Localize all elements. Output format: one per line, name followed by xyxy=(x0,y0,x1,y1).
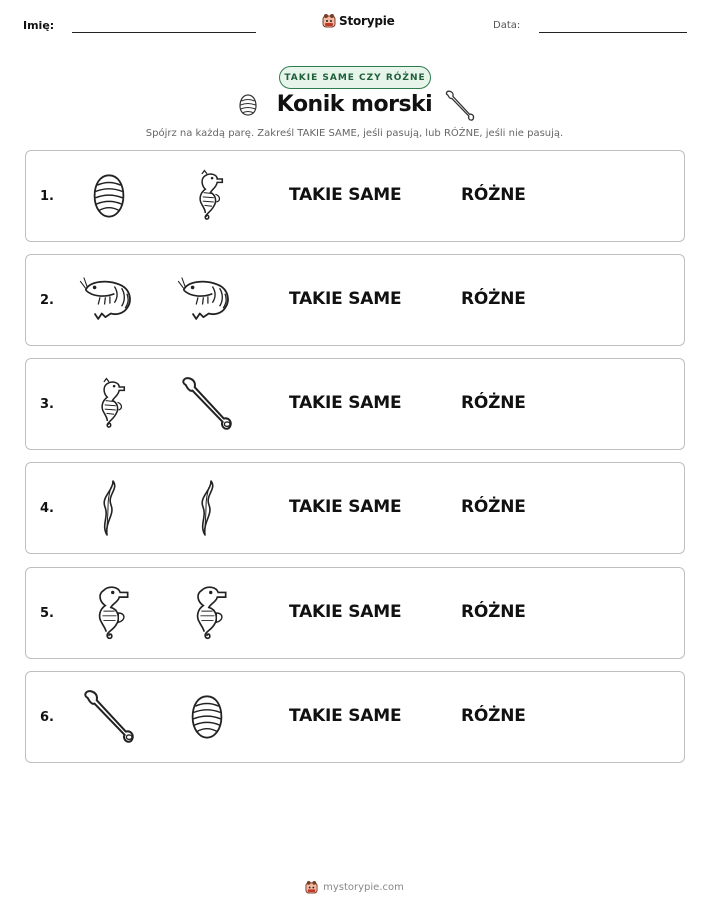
storypie-logo-icon xyxy=(305,880,318,895)
row-number: 1. xyxy=(40,189,54,204)
brand-name: Storypie xyxy=(339,14,395,28)
category-badge: TAKIE SAME CZY RÓŻNE xyxy=(279,66,431,89)
seaweed-icon xyxy=(176,477,238,539)
option-different[interactable]: RÓŻNE xyxy=(461,185,526,205)
option-same[interactable]: TAKIE SAME xyxy=(289,289,402,309)
row-number: 2. xyxy=(40,293,54,308)
pair-row-5 xyxy=(25,567,685,659)
option-different[interactable]: RÓŻNE xyxy=(461,602,526,622)
seahorse-icon xyxy=(78,582,140,644)
date-label: Data: xyxy=(493,20,521,31)
shrimp-icon xyxy=(78,269,140,331)
name-field[interactable] xyxy=(72,32,256,33)
row-number: 6. xyxy=(40,710,54,725)
option-same[interactable]: TAKIE SAME xyxy=(289,497,402,517)
shell-icon xyxy=(176,686,238,748)
option-different[interactable]: RÓŻNE xyxy=(461,393,526,413)
row-number: 3. xyxy=(40,397,54,412)
seahorse-icon xyxy=(78,373,140,435)
bone-icon xyxy=(444,90,476,126)
row-number: 4. xyxy=(40,501,54,516)
pair-row-6 xyxy=(25,671,685,763)
option-same[interactable]: TAKIE SAME xyxy=(289,602,402,622)
pair-row-4 xyxy=(25,462,685,554)
seahorse-icon xyxy=(176,165,238,227)
footer xyxy=(0,880,709,895)
pair-row-1 xyxy=(25,150,685,242)
bone-icon xyxy=(78,686,140,748)
shell-icon xyxy=(78,165,140,227)
option-different[interactable]: RÓŻNE xyxy=(461,289,526,309)
storypie-logo-icon xyxy=(322,13,336,29)
option-same[interactable]: TAKIE SAME xyxy=(289,393,402,413)
option-different[interactable]: RÓŻNE xyxy=(461,497,526,517)
option-same[interactable]: TAKIE SAME xyxy=(289,706,402,726)
brand-logo xyxy=(322,13,395,29)
instructions: Spójrz na każdą parę. Zakreśl TAKIE SAME, jeśli pasują, lub RÓŻNE, jeśli nie pasują. xyxy=(145,128,564,139)
option-same[interactable]: TAKIE SAME xyxy=(289,185,402,205)
date-field[interactable] xyxy=(539,32,687,33)
name-label: Imię: xyxy=(23,19,55,32)
pair-row-2 xyxy=(25,254,685,346)
option-different[interactable]: RÓŻNE xyxy=(461,706,526,726)
pair-row-3 xyxy=(25,358,685,450)
footer-url[interactable]: mystorypie.com xyxy=(323,882,404,893)
seahorse-icon xyxy=(176,582,238,644)
shrimp-icon xyxy=(176,269,238,331)
row-number: 5. xyxy=(40,606,54,621)
bone-icon xyxy=(176,373,238,435)
seaweed-icon xyxy=(78,477,140,539)
page-title: Konik morski xyxy=(276,92,433,117)
